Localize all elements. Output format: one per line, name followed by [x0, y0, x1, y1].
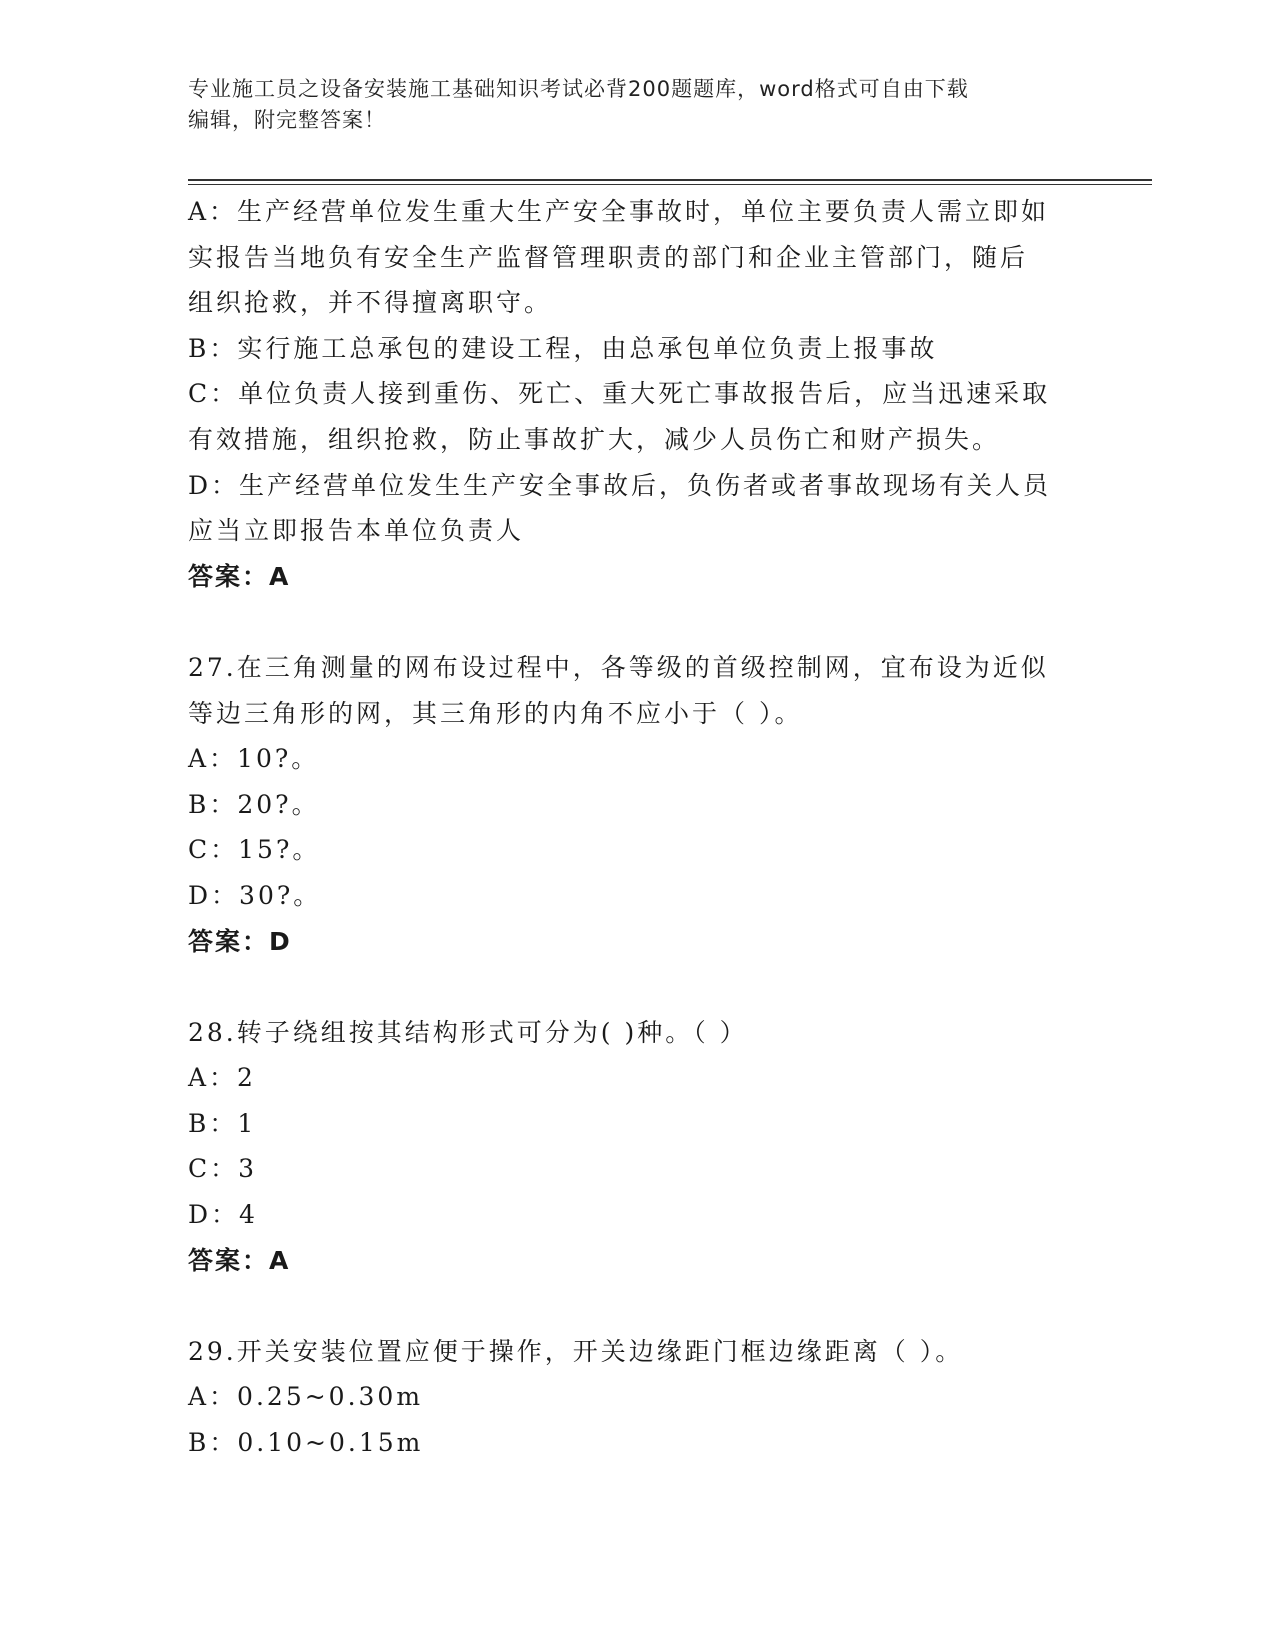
q29-block — [188, 1329, 1088, 1466]
q27-answer: 答案：D — [188, 926, 292, 956]
q26-option-a-line-2: 实报告当地负有安全生产监督管理职责的部门和企业主管部门，随后 — [188, 242, 1029, 272]
q28-answer: 答案：A — [188, 1245, 291, 1275]
q26-option-c-line-2: 有效措施，组织抢救，防止事故扩大，减少人员伤亡和财产损失。 — [188, 424, 1001, 454]
header-line-1: 专业施工员之设备安装施工基础知识考试必背200题题库，word格式可自由下载 — [188, 77, 969, 101]
q26-option-a-line-1: A：生产经营单位发生重大生产安全事故时，单位主要负责人需立即如 — [188, 197, 1050, 226]
q26-option-c-line-1: C：单位负责人接到重伤、死亡、重大死亡事故报告后，应当迅速采取 — [188, 379, 1051, 409]
document-header — [188, 74, 1088, 136]
q26-option-d-line-1: D：生产经营单位发生生产安全事故后，负伤者或者事故现场有关人员 — [188, 470, 1052, 500]
q29-option-a: A：0.25~0.30m — [188, 1382, 424, 1412]
question-content — [188, 189, 1088, 1466]
header-rule-thin — [188, 184, 1152, 185]
q26-option-d-line-2: 应当立即报告本单位负责人 — [188, 516, 525, 546]
q26-option-b: B：实行施工总承包的建设工程，由总承包单位负责上报事故 — [188, 333, 938, 363]
spacer — [188, 599, 1088, 645]
q27-block — [188, 645, 1088, 964]
q29-option-b: B：0.10~0.15m — [188, 1428, 424, 1458]
q28-option-a: A：2 — [188, 1063, 256, 1093]
q27-question-line-2: 等边三角形的网，其三角形的内角不应小于（ ）。 — [188, 698, 803, 728]
q27-question-line-1: 27.在三角测量的网布设过程中，各等级的首级控制网，宜布设为近似 — [188, 652, 1049, 682]
spacer — [188, 1283, 1088, 1329]
q27-option-d: D：30?。 — [188, 880, 322, 910]
q29-question: 29.开关安装位置应便于操作，开关边缘距门框边缘距离（ ）。 — [188, 1336, 964, 1366]
q27-option-b: B：20?。 — [188, 789, 320, 819]
q28-option-d: D：4 — [188, 1200, 258, 1230]
q27-option-c: C：15?。 — [188, 835, 321, 865]
q28-block — [188, 1010, 1088, 1284]
header-rule-thick — [188, 179, 1152, 181]
q28-option-b: B：1 — [188, 1108, 257, 1138]
spacer — [188, 964, 1088, 1010]
q26-option-a-line-3: 组织抢救，并不得擅离职守。 — [188, 288, 553, 318]
q27-option-a: A：10?。 — [188, 744, 320, 774]
q28-question: 28.转子绕组按其结构形式可分为( )种。（ ） — [188, 1017, 748, 1047]
header-line-2: 编辑，附完整答案！ — [188, 108, 386, 132]
q28-option-c: C：3 — [188, 1154, 258, 1184]
q26-answer: 答案：A — [188, 561, 291, 591]
q26-block — [188, 189, 1088, 599]
